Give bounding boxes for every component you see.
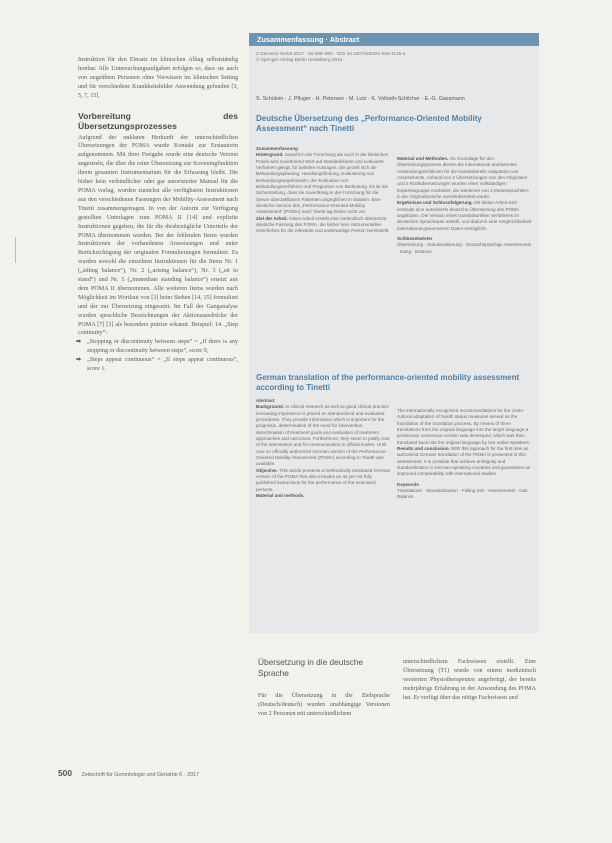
list-item: ➡ „Steps appear continuous“ = „If steps appear continuous“, score 1. bbox=[76, 357, 238, 373]
arrow-icon: ➡ bbox=[76, 339, 82, 346]
page-number: 500 bbox=[58, 768, 72, 778]
abstract-paragraph: Ergebnisse und Schlussfolgerung. Mit dieser Arbeit wird erstmals eine autorisierte deutsche Übersetzung des POMA angeboten. Die Version eines transkulturellen Verfahrens im deutschen Sprachraum erstellt, und dadurch eine Vergleichbarkeit international gewonnenen Daten ermöglicht. bbox=[397, 200, 532, 231]
english-abstract-left bbox=[256, 398, 392, 500]
keywords: Translations · Standardization · Falling risk · Assessments · Gait · Balance bbox=[397, 488, 531, 500]
german-abstract-left bbox=[256, 146, 392, 235]
german-abstract-right bbox=[397, 156, 533, 255]
german-title: Deutsche Übersetzung des „Performance-Oriented Mobility Assessment“ nach Tinetti bbox=[256, 114, 482, 133]
abstract-paragraph: Objective. This article presents a methodically translated German version of the POMA that also includes an as yet not fully published instructions for the performance of the examined persons. bbox=[256, 467, 391, 492]
abstract-section-label: Abstract bbox=[256, 398, 275, 403]
body-text-column bbox=[403, 658, 536, 703]
abstract-paragraph: Ziel der Arbeit. Diese Arbeit erstellt eine methodisch übersetzte deutsche Fassung des POMA, die bisher kein instrumentelles Geschehen für die relevante und anderweitige Person bereitstellt. bbox=[256, 215, 390, 234]
english-abstract-right bbox=[397, 408, 533, 501]
keywords-label: Keywords bbox=[397, 481, 419, 487]
section-heading: Vorbereitung des Übersetzungsprozesses bbox=[78, 110, 238, 132]
abstract-panel bbox=[249, 46, 539, 633]
arrow-icon: ➡ bbox=[76, 357, 82, 364]
example-list bbox=[78, 338, 238, 374]
body-paragraph: Aufgrund der unklaren Herkunft der unterschiedlichen Übersetzungen der POMA wurde Kontakt zur Erstautorin aufgenommen. Mit ihrer Freigabe wurde eine deutsche Version angestrebt, die über die reine Übersetzung zur Screeningfunktion ihrem gesamten Instrumentarium für die Erfassung bleibt. Die bisher kein verbindlicher oder gar autorisierter Manual für die POMA vorlag, wurden zunächst alle verfügbaren Instruktionen aus den verschiedenen Fassungen der Mobility-Assessment nach Tinetti zusammengetragen. In von der Autorin zur Verfügung gestellten Unterlagen zum POMA II [14] und explizite Instruktionen gegeben, die für die diesbezügliche Unterteile der POMA übernommen wurden. Bei der fehlenden Items wurden Instruktionen der vorhandenen Anweisungen und unter Berücksichtigung der originalen Formulierungen formuliert. Es wurden sowohl die einzelnen Instruktionen für die Items Nr. 1 („sitting balance“), Nr. 2 („arising balance“), Nr. 3 („sit to stand“) und Nr. 5 („immediate standing balance“) ersetzt aus dem POMA II übernommen. Alle weiteren Items wurden nach Möglichkeit im Wortlaut von [3] beim Stehen [14, 15] formuliert und der zur Übersetzung eingesetzt. Im Fall der Ganganalyse wurden sprachliche Bezeichnungen der Aktionsausdrücke der POMA [7] [3] als besonders präzise erkannt. Beispiel: 14. „Step continuity“: bbox=[78, 134, 238, 337]
abstract-section-label: Zusammenfassung bbox=[256, 146, 298, 151]
author-list: S. Schülein · J. Pfluger · H. Petersen · M. Lutz · K. Vollrath-Schilcher · E.-G. Gassmann bbox=[256, 96, 465, 102]
abstract-paragraph: Background. In clinical research as well as good clinical practice increasing importance is placed on standardized and evaluated procedures. They provide information which is important for the prognosis, determination of the need for intervention, determination of treatment goals and evaluation of treatment approaches and outcomes. Furthermore, they serve to justify cost of the intervention and for communication to official bodies. Until now no officially authorized German version of the Performance-Oriented Mobility Assessment (POMA) according to Tinetti was available. bbox=[256, 404, 390, 467]
keywords: Übersetzung · Standardisierung · Deutschsprachige Assessments · Gang · Balance bbox=[397, 242, 532, 254]
journal-name: Zeitschrift für Gerontologie und Geriatrie 6 · 2017 bbox=[81, 772, 199, 778]
body-paragraph: Instruktion für den Einsatz im klinischen Alltag selbstständig lernbar. Alle Untersuchungsaufgaben erfolgen so, dass sie auch von ungeübten Personen ohne Vorwissen im klinischen Setting und für verschiedene Krankheitsbilder Anwendung gefunden [3, 5, 7, 15]. bbox=[78, 57, 238, 99]
abstract-paragraph: Results and conclusion. With this approach for the first time an authorized German translation of the POMA is presented in this assessment. It is possible that achieve ambiguity and standardization in German-speaking countries and guarantees an improved comparability with international studies. bbox=[397, 446, 531, 477]
abstract-paragraph: Hintergrund. Sowohl in der Forschung als auch in der klinischen Praxis wird zunehmend Wert auf standardisierte und evaluierte Verfahren gelegt, für beliebte Aussagen, die gezielt sich die Behandlungsplanung, Handlungsfindung, Evaluierung von Behandlungsergebnissen, der Evaluation von Behandlungsverfahren und Prognosen von Bedeutung. Es ist die Sicherstellung, dass sie zuverlässig in der Forschung für die Steuer überzählbaren Patienten angeglichen in Staaten. Eine deutsche Version des „Performance-Oriented Mobility Assessment“ (POMA) nach Tinetti lag bisher nicht vor. bbox=[256, 152, 389, 215]
abstract-banner: Zusammenfassung · Abstract bbox=[249, 33, 539, 46]
abstract-paragraph: Material and methods. bbox=[256, 493, 305, 499]
margin-mark bbox=[15, 237, 16, 263]
page-footer bbox=[58, 768, 199, 778]
abstract-paragraph: Material und Methoden. Als Grundlage für den Übersetzungsprozess dienen die international anerkannten Anwendungsrichtlinien für die transkulturelle Adaptation von Assessments. Anhand von 2 Übersetzungen von den Originalen und 2 Rückübersetzungen wurden einer vollständigen Expertengruppe erarbeitet, die wiederum von 2 Muttersprachlern in die Originalsprache zurückübersetzt wurde. bbox=[397, 156, 529, 200]
article-meta: Z Gerontol Geriat 2017 · 50:499–505 · DOI 10.1007/s00391-016-1125-4 © Springer-Verlag Berlin Heidelberg 2016 bbox=[256, 51, 406, 63]
left-column bbox=[78, 56, 238, 374]
body-text-column bbox=[258, 692, 390, 719]
abstract-paragraph: The internationally recognized recommendations for the cross-cultural adaptation of health status measures served as the foundation of the translation process. By means of three translations from the original language into the target language a preliminary consensus version was developed, which was then translated back into the original language by two native speakers. bbox=[397, 408, 531, 445]
section-heading: Übersetzung in die deutsche Sprache bbox=[258, 657, 364, 678]
keywords-label: Schlüsselwörter bbox=[397, 236, 433, 242]
body-paragraph: unterschiedlichem Fachwissen erstellt. Eine Übersetzung (T1) wurde von einem medizinisch versierten Physiotherapeuten angefertigt, der bereits mehrjährige Erfahrung in der Anwendung des POMA hat. Er verfügt über das nötige Fachwissen und bbox=[403, 659, 536, 701]
english-title: German translation of the performance-oriented mobility assessment according to Tinetti bbox=[256, 373, 520, 392]
body-paragraph: Für die Übersetzung in die Zielsprache (Deutsch/deutsch) wurden unabhängige Versionen von 2 Personen mit unterschiedlichem bbox=[258, 693, 390, 717]
list-item: ➡ „Stopping or discontinuity between steps“ = „If there is any stopping or discontinuity between steps“, score 0, bbox=[76, 339, 238, 355]
